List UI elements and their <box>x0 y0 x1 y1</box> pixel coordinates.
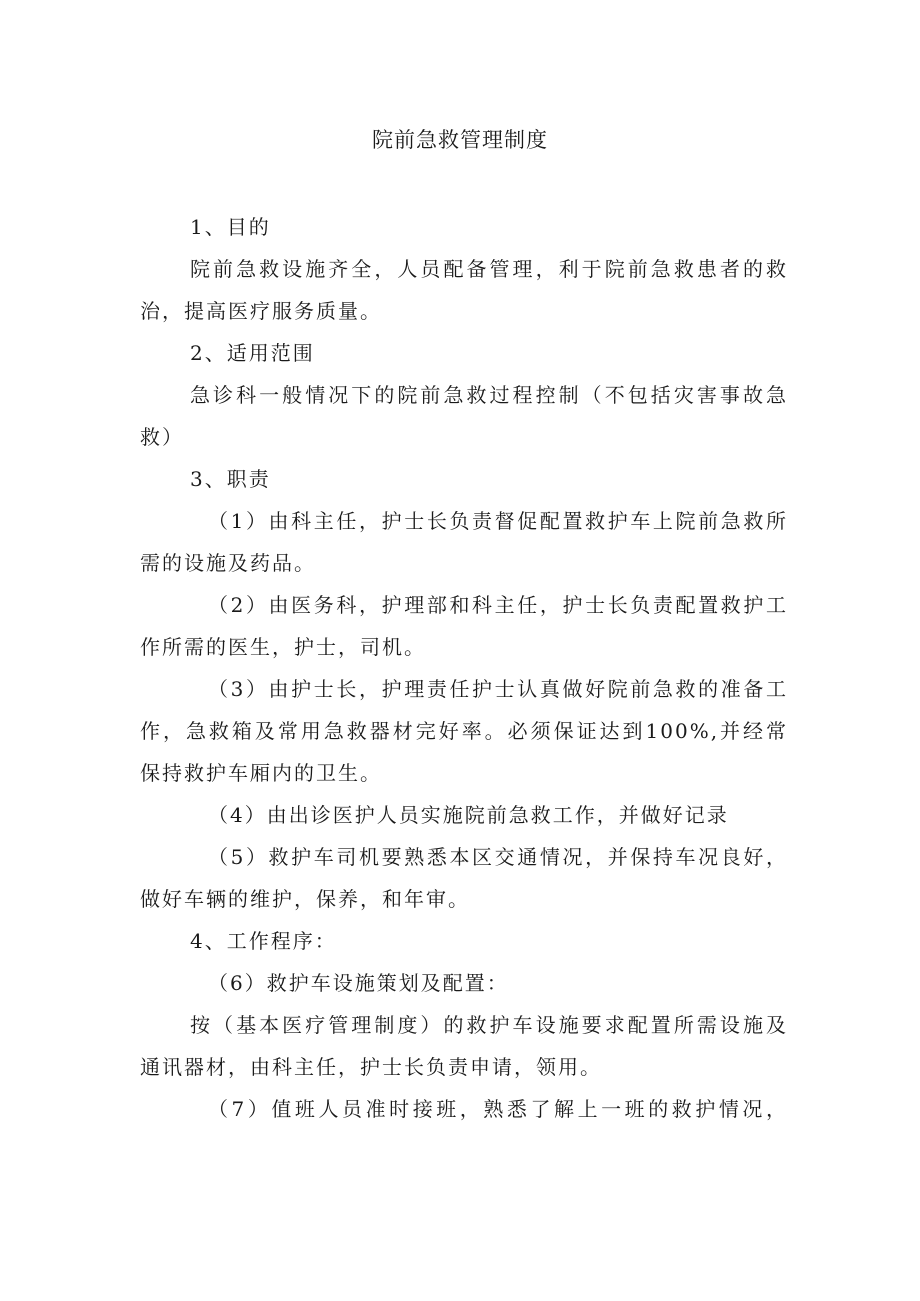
body-line: 急诊科一般情况下的院前急救过程控制（不包括灾害事故急 <box>190 383 788 407</box>
body-line: （3）由护士长，护理责任护士认真做好院前急救的准备工 <box>208 677 788 701</box>
body-line: （7）值班人员准时接班，熟悉了解上一班的救护情况， <box>208 1097 788 1121</box>
body-line: 保持救护车厢内的卫生。 <box>140 761 382 785</box>
body-line: 按（基本医疗管理制度）的救护车设施要求配置所需设施及 <box>190 1013 788 1037</box>
document-title: 院前急救管理制度 <box>372 128 548 152</box>
body-line: （2）由医务科，护理部和科主任，护士长负责配置救护工 <box>208 593 788 617</box>
body-line: 3、职责 <box>190 467 271 491</box>
body-line: 做好车辆的维护，保养，和年审。 <box>140 887 470 911</box>
body-line: （4）由出诊医护人员实施院前急救工作，并做好记录 <box>208 803 729 827</box>
body-line: 院前急救设施齐全，人员配备管理，利于院前急救患者的救 <box>190 257 788 281</box>
body-line: 作，急救箱及常用急救器材完好率。必须保证达到100%,并经常 <box>140 719 788 743</box>
body-line: 需的设施及药品。 <box>140 551 316 575</box>
body-line: 4、工作程序： <box>190 929 337 953</box>
body-line: （1）由科主任，护士长负责督促配置救护车上院前急救所 <box>208 509 788 533</box>
body-line: 1、目的 <box>190 215 271 239</box>
body-line: 2、适用范围 <box>190 341 315 365</box>
body-line: 通讯器材，由科主任，护士长负责申请，领用。 <box>140 1055 602 1079</box>
body-line: （6）救护车设施策划及配置： <box>208 971 509 995</box>
body-line: 作所需的医生，护士，司机。 <box>140 635 426 659</box>
body-line: 治，提高医疗服务质量。 <box>140 299 382 323</box>
body-line: （5）救护车司机要熟悉本区交通情况，并保持车况良好， <box>208 845 788 869</box>
body-line: 救） <box>140 425 184 449</box>
document-body <box>140 206 788 1130</box>
